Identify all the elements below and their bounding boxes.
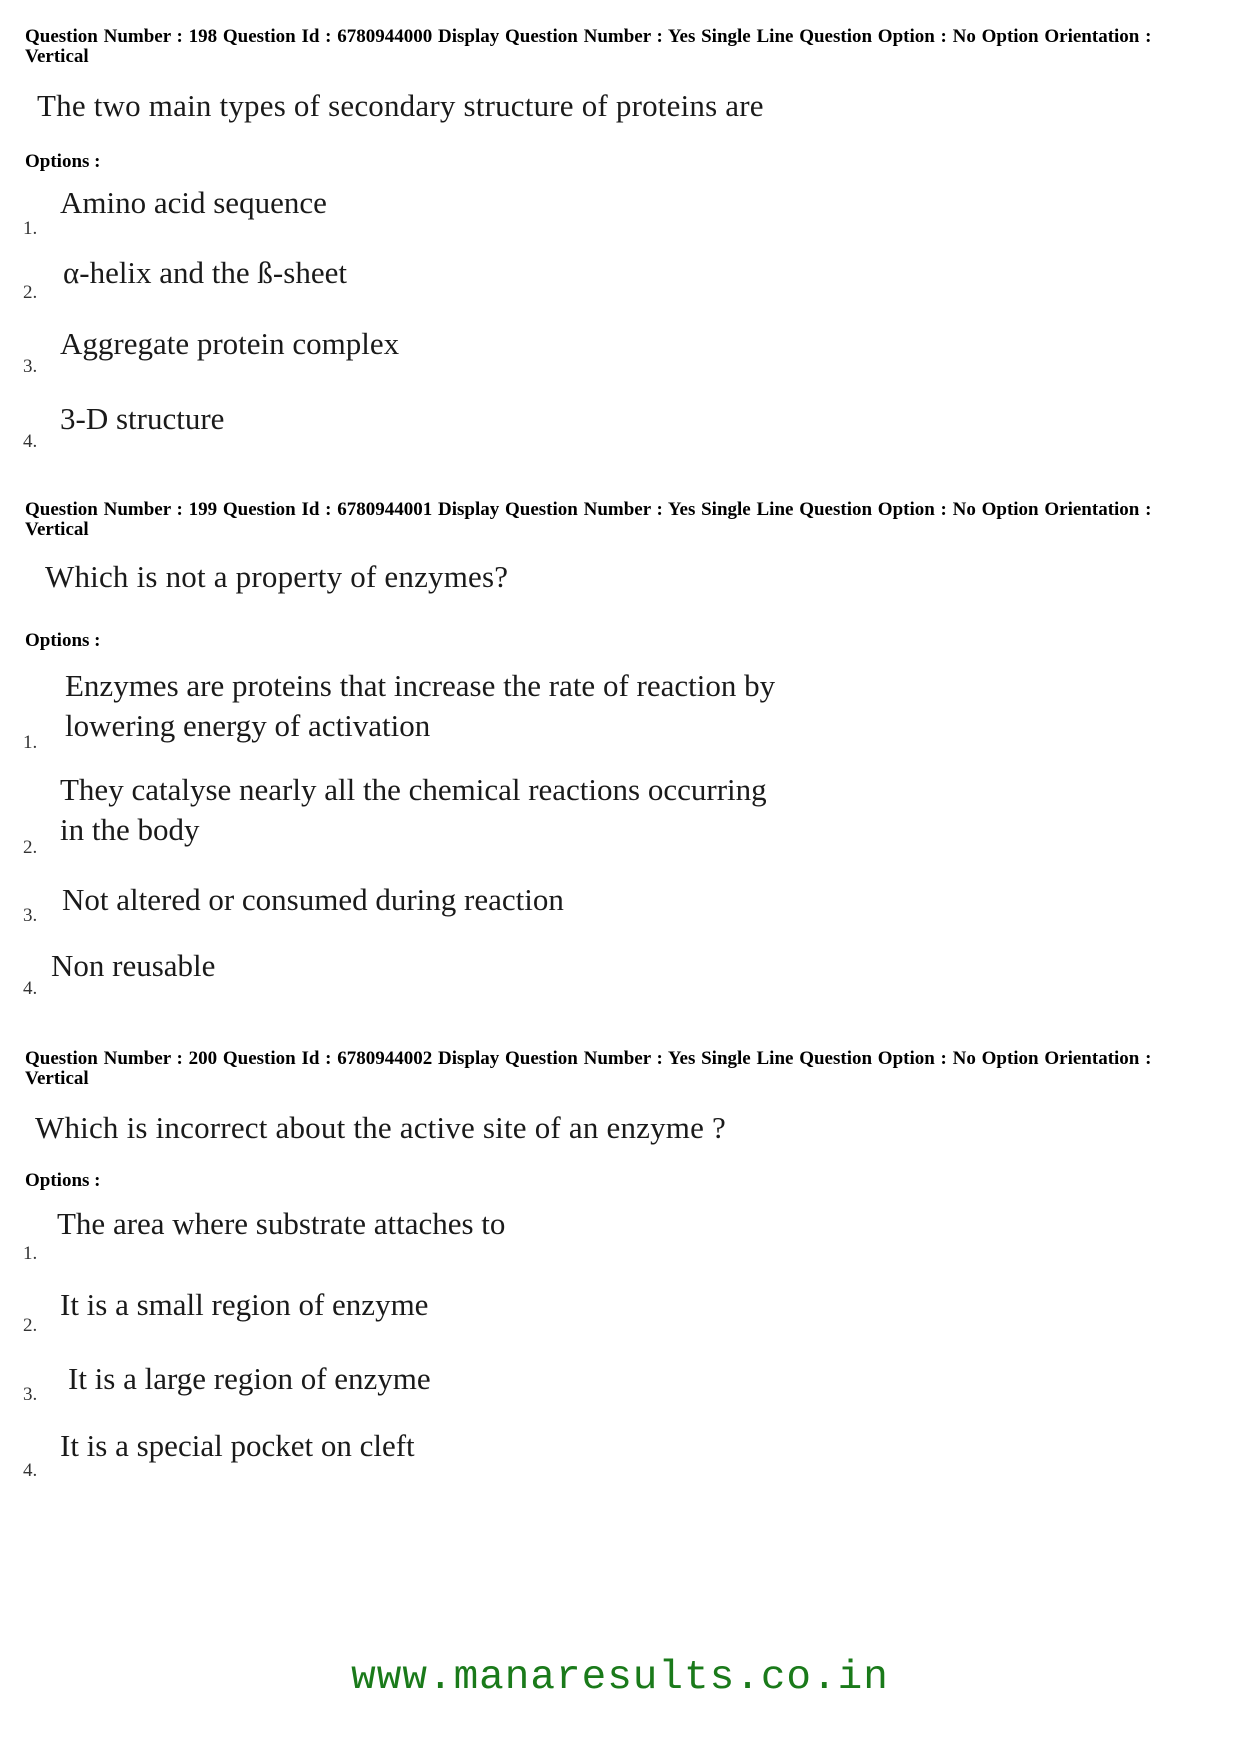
option-text: lowering energy of activation	[65, 708, 431, 743]
option-text: It is a large region of enzyme	[68, 1361, 431, 1396]
question-199-meta: Question Number : 199 Question Id : 6780944001 Display Question Number : Yes Single Line Question Option : No Option Orientation : Vertical	[25, 499, 1152, 540]
question-198-text: The two main types of secondary structure of proteins are	[37, 88, 764, 123]
option-text: The area where substrate attaches to	[57, 1206, 506, 1241]
option-text: Non reusable	[51, 948, 216, 983]
option-number: 1.	[23, 1243, 38, 1264]
question-199-options-label: Options :	[25, 630, 101, 651]
option-text: Enzymes are proteins that increase the rate of reaction by	[65, 668, 776, 703]
option-number: 3.	[23, 356, 38, 377]
option-text: It is a small region of enzyme	[60, 1287, 429, 1322]
question-200-text: Which is incorrect about the active site of an enzyme ?	[35, 1110, 726, 1145]
option-text: in the body	[60, 812, 200, 847]
option-number: 3.	[23, 1384, 38, 1405]
option-number: 2.	[23, 1315, 38, 1336]
option-number: 4.	[23, 431, 38, 452]
question-198-options-label: Options :	[25, 151, 101, 172]
option-text: 3-D structure	[60, 401, 225, 436]
option-text: Not altered or consumed during reaction	[62, 882, 564, 917]
option-number: 2.	[23, 837, 38, 858]
option-number: 3.	[23, 905, 38, 926]
question-200-options-label: Options :	[25, 1170, 101, 1191]
question-200-meta: Question Number : 200 Question Id : 6780944002 Display Question Number : Yes Single Line Question Option : No Option Orientation : Vertical	[25, 1048, 1152, 1089]
option-text: Amino acid sequence	[60, 185, 327, 220]
option-number: 4.	[23, 978, 38, 999]
option-text: It is a special pocket on cleft	[60, 1428, 415, 1463]
option-number: 1.	[23, 732, 38, 753]
option-text: They catalyse nearly all the chemical reactions occurring	[60, 772, 767, 807]
option-number: 1.	[23, 218, 38, 239]
question-198-meta: Question Number : 198 Question Id : 6780944000 Display Question Number : Yes Single Line Question Option : No Option Orientation : Vertical	[25, 26, 1152, 67]
footer-url: www.manaresults.co.in	[351, 1655, 889, 1701]
option-number: 4.	[23, 1460, 38, 1481]
option-text: Aggregate protein complex	[60, 326, 400, 361]
option-text: α-helix and the ß-sheet	[63, 255, 347, 290]
question-199-text: Which is not a property of enzymes?	[45, 559, 509, 594]
option-number: 2.	[23, 282, 38, 303]
